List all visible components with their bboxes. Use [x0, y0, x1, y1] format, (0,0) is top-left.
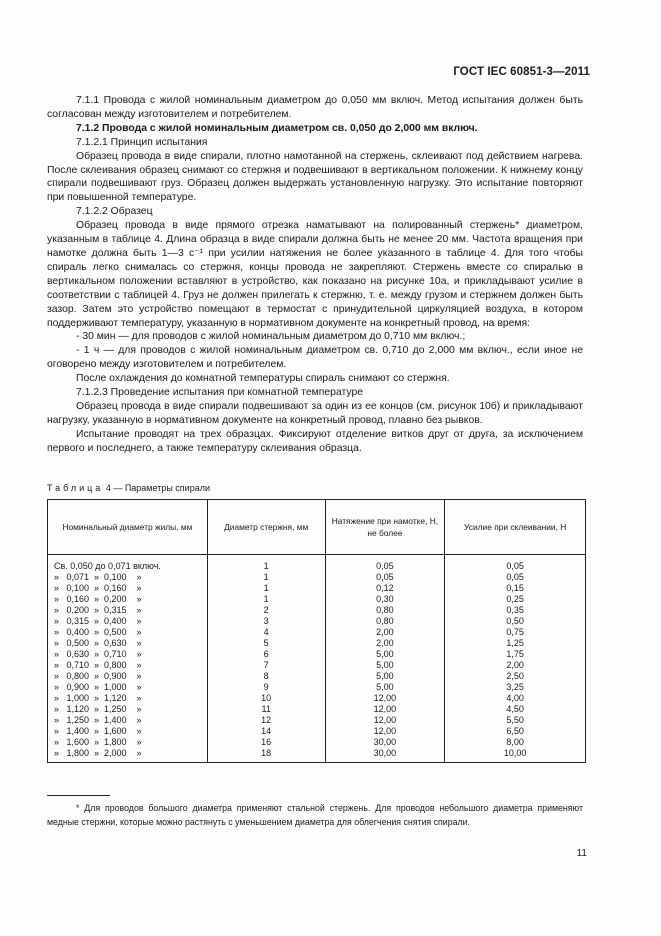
cell-winding-tension: 30,00 [325, 737, 445, 748]
table-caption-word: Таблица [47, 483, 104, 493]
cell-winding-tension: 5,00 [325, 682, 445, 693]
clause-7-1-1: 7.1.1 Провода с жилой номинальным диаметром до 0,050 мм включ. Метод испытания должен быть согласован между изготовителем и потребителем. [47, 95, 583, 120]
cell-bonding-force: 6,50 [445, 726, 586, 737]
table-caption [47, 483, 210, 493]
cell-winding-tension: 2,00 [325, 638, 445, 649]
cell-winding-tension: 12,00 [325, 693, 445, 704]
cell-winding-tension: 12,00 [325, 715, 445, 726]
cell-bonding-force: 2,50 [445, 671, 586, 682]
cell-nominal-diameter: » 0,900 » 1,000 » [48, 682, 208, 693]
footnote-separator [47, 795, 110, 796]
cell-bonding-force: 0,15 [445, 583, 586, 594]
cell-winding-tension: 0,05 [325, 555, 445, 573]
table-row [48, 649, 586, 660]
cell-rod-diameter: 16 [207, 737, 325, 748]
cell-winding-tension: 0,05 [325, 572, 445, 583]
three-samples-text: Испытание проводят на трех образцах. Фиксируют отделение витков друг от друга, за исключением первого и последнего, а также температуру склеивания образца. [47, 428, 583, 454]
table-header-row [48, 500, 586, 555]
table-row [48, 704, 586, 715]
table-row [48, 693, 586, 704]
cell-nominal-diameter: » 1,800 » 2,000 » [48, 748, 208, 763]
cell-rod-diameter: 7 [207, 660, 325, 671]
cell-bonding-force: 2,00 [445, 660, 586, 671]
body-text [47, 94, 583, 456]
table-row [48, 737, 586, 748]
table-row [48, 594, 586, 605]
table-row [48, 572, 586, 583]
cell-nominal-diameter: » 0,071 » 0,100 » [48, 572, 208, 583]
cell-rod-diameter: 1 [207, 555, 325, 573]
cell-bonding-force: 4,00 [445, 693, 586, 704]
table-row [48, 583, 586, 594]
cell-nominal-diameter: » 1,000 » 1,120 » [48, 693, 208, 704]
cell-winding-tension: 12,00 [325, 704, 445, 715]
header-bonding-force: Усилие при склеивании, Н [445, 500, 586, 555]
page-number: 11 [576, 848, 587, 859]
cell-bonding-force: 1,25 [445, 638, 586, 649]
cell-rod-diameter: 9 [207, 682, 325, 693]
header-nominal-diameter: Номинальный диаметр жилы, мм [48, 500, 208, 555]
clause-7-1-2-3-heading: 7.1.2.3 Проведение испытания при комнатной температуре [76, 387, 364, 399]
cell-nominal-diameter: » 0,800 » 0,900 » [48, 671, 208, 682]
cell-nominal-diameter: » 0,200 » 0,315 » [48, 605, 208, 616]
cell-rod-diameter: 10 [207, 693, 325, 704]
spiral-parameters-table [47, 499, 586, 763]
cell-winding-tension: 0,30 [325, 594, 445, 605]
cell-bonding-force: 0,25 [445, 594, 586, 605]
cell-rod-diameter: 2 [207, 605, 325, 616]
cell-bonding-force: 10,00 [445, 748, 586, 763]
table-row [48, 555, 586, 573]
cell-winding-tension: 0,12 [325, 583, 445, 594]
cell-winding-tension: 2,00 [325, 627, 445, 638]
footnote: * Для проводов большого диаметра применяют стальной стержень. Для проводов небольшого диаметра применяют медные стержни, которые можно растянуть с уменьшением диаметра для облегчения снятия спирали. [47, 803, 583, 827]
cell-bonding-force: 0,05 [445, 555, 586, 573]
clause-7-1-2-1-text: Образец провода в виде спирали, плотно намотанной на стержень, склеивают под действием нагрева. После склеивания образец снимают со стержня и подвешивают в вертикальном положении. К нижнему концу спирали подвешивают груз. Образец должен выдержать установленную нагрузку. Это испытание повторяют при повышенной температуре. [47, 150, 583, 204]
table-caption-title: 4 — Параметры спирали [105, 483, 210, 493]
table-row [48, 638, 586, 649]
cell-bonding-force: 0,05 [445, 572, 586, 583]
document-header: ГОСТ IEC 60851-3—2011 [453, 66, 590, 78]
cell-bonding-force: 0,50 [445, 616, 586, 627]
list-item-30min: - 30 мин — для проводов с жилой номинальным диаметром до 0,710 мм включ.; [76, 331, 466, 343]
cell-nominal-diameter: » 1,250 » 1,400 » [48, 715, 208, 726]
cell-rod-diameter: 1 [207, 572, 325, 583]
cell-winding-tension: 12,00 [325, 726, 445, 737]
cell-bonding-force: 4,50 [445, 704, 586, 715]
cell-nominal-diameter: » 0,710 » 0,800 » [48, 660, 208, 671]
cell-nominal-diameter: » 0,160 » 0,200 » [48, 594, 208, 605]
cell-winding-tension: 0,80 [325, 616, 445, 627]
cell-rod-diameter: 3 [207, 616, 325, 627]
clause-7-1-2-3-text: Образец провода в виде спирали подвешивают за один из ее концов (см. рисунок 10б) и прикладывают нагрузку, указанную в нормативном документе на конкретный провод, плавно без рывков. [47, 400, 583, 426]
table-row [48, 605, 586, 616]
table-row [48, 627, 586, 638]
cell-nominal-diameter: » 0,100 » 0,160 » [48, 583, 208, 594]
cell-rod-diameter: 8 [207, 671, 325, 682]
cell-bonding-force: 8,00 [445, 737, 586, 748]
clause-7-1-2-2-text: Образец провода в виде прямого отрезка наматывают на полированный стержень* диаметром, указанным в таблице 4. Длина образца в виде спирали должна быть не менее 20 мм. Частота вращения при намотке должна быть 1—3 с⁻¹ при усилии натяжения не более указанного в таблице 4. Для того чтобы спираль легко снималась со стержня, концы провода не закрепляют. Стержень вместе со спиралью в вертикальном положении вставляют в устройство, как показано на рисунке 10а, и прикладывают усилие в соответствии с таблицей 4. Груз не должен прилегать к стержню, т. е. между грузом и стержнем должен быть зазор. Затем это устройство помещают в термостат с принудительной циркуляцией воздуха, в котором поддерживают температуру, указанную в нормативном документе на конкретный провод, на время: [47, 220, 583, 329]
cell-rod-diameter: 1 [207, 583, 325, 594]
cell-nominal-diameter: » 1,120 » 1,250 » [48, 704, 208, 715]
cell-nominal-diameter: » 1,600 » 1,800 » [48, 737, 208, 748]
cell-rod-diameter: 6 [207, 649, 325, 660]
cell-nominal-diameter: » 1,400 » 1,600 » [48, 726, 208, 737]
cell-rod-diameter: 12 [207, 715, 325, 726]
table-row [48, 682, 586, 693]
cooling-text: После охлаждения до комнатной температуры спираль снимают со стержня. [76, 373, 450, 385]
cell-nominal-diameter: » 0,400 » 0,500 » [48, 627, 208, 638]
list-item-1h: - 1 ч — для проводов с жилой номинальным диаметром св. 0,710 до 2,000 мм включ., если иное не оговорено между изготовителем и потребителем. [47, 345, 583, 371]
table-row [48, 726, 586, 737]
table-row [48, 660, 586, 671]
cell-winding-tension: 5,00 [325, 649, 445, 660]
cell-nominal-diameter: » 0,630 » 0,710 » [48, 649, 208, 660]
header-rod-diameter: Диаметр стержня, мм [207, 500, 325, 555]
cell-rod-diameter: 18 [207, 748, 325, 763]
cell-rod-diameter: 5 [207, 638, 325, 649]
cell-bonding-force: 3,25 [445, 682, 586, 693]
cell-bonding-force: 0,35 [445, 605, 586, 616]
cell-bonding-force: 0,75 [445, 627, 586, 638]
cell-winding-tension: 5,00 [325, 660, 445, 671]
cell-bonding-force: 1,75 [445, 649, 586, 660]
cell-nominal-diameter: Св. 0,050 до 0,071 включ. [48, 555, 208, 573]
cell-bonding-force: 5,50 [445, 715, 586, 726]
cell-winding-tension: 0,80 [325, 605, 445, 616]
header-winding-tension: Натяжение при намотке, Н, не более [325, 500, 445, 555]
cell-rod-diameter: 1 [207, 594, 325, 605]
table-row [48, 616, 586, 627]
clause-7-1-2-heading: 7.1.2 Провода с жилой номинальным диаметром св. 0,050 до 2,000 мм включ. [76, 122, 478, 134]
table-row [48, 748, 586, 763]
clause-7-1-2-2-heading: 7.1.2.2 Образец [76, 206, 153, 218]
cell-winding-tension: 30,00 [325, 748, 445, 763]
cell-rod-diameter: 14 [207, 726, 325, 737]
cell-nominal-diameter: » 0,500 » 0,630 » [48, 638, 208, 649]
cell-winding-tension: 5,00 [325, 671, 445, 682]
cell-nominal-diameter: » 0,315 » 0,400 » [48, 616, 208, 627]
table-row [48, 715, 586, 726]
cell-rod-diameter: 11 [207, 704, 325, 715]
table-row [48, 671, 586, 682]
cell-rod-diameter: 4 [207, 627, 325, 638]
clause-7-1-2-1-heading: 7.1.2.1 Принцип испытания [76, 136, 208, 148]
